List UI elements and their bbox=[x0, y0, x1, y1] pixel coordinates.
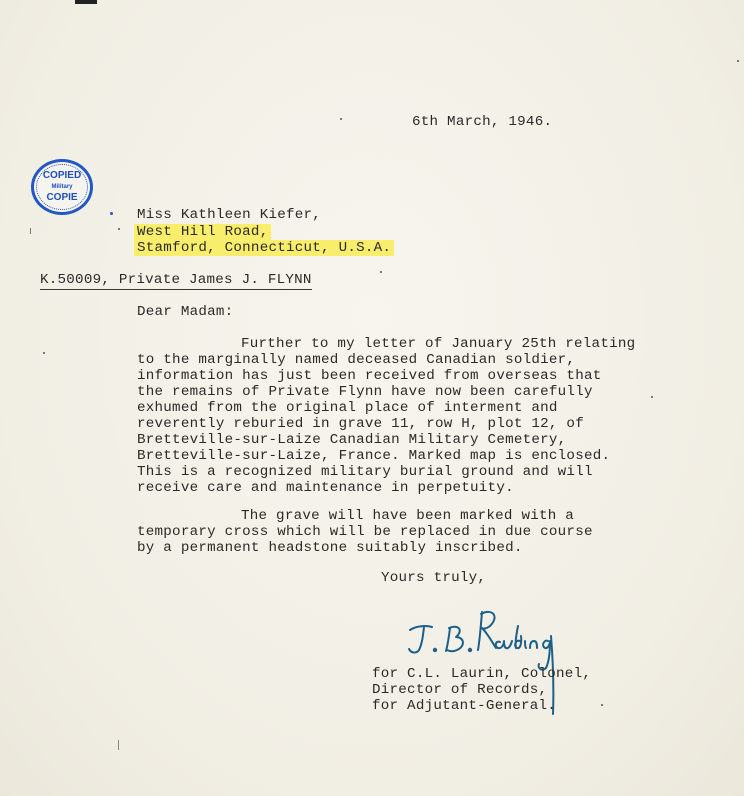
paragraph1-line: the remains of Private Flynn have now been carefully bbox=[137, 384, 593, 400]
paper-speck bbox=[737, 60, 739, 62]
paragraph2-line: temporary cross which will be replaced in due course bbox=[137, 524, 593, 540]
paragraph1-line: Bretteville-sur-Laize Canadian Military Cemetery, bbox=[137, 432, 567, 448]
paragraph1-line: information has just been received from overseas that bbox=[137, 368, 602, 384]
paragraph1-line: Further to my letter of January 25th relating bbox=[241, 336, 636, 352]
paragraph1-line: Bretteville-sur-Laize, France. Marked map is enclosed. bbox=[137, 448, 611, 464]
stamp-line-3: COPIE bbox=[46, 192, 78, 203]
paper-mark bbox=[30, 228, 31, 234]
paragraph1-line: receive care and maintenance in perpetuity. bbox=[137, 480, 514, 496]
signature-line-2: Director of Records, bbox=[372, 682, 548, 698]
recipient-city: Stamford, Connecticut, U.S.A. bbox=[134, 240, 394, 256]
letter-date: 6th March, 1946. bbox=[412, 114, 553, 130]
signature-line-1: for C.L. Laurin, Colonel, bbox=[372, 666, 592, 682]
paper-speck bbox=[43, 352, 45, 354]
paragraph1-line: to the marginally named deceased Canadian soldier, bbox=[137, 352, 576, 368]
top-edge-mark bbox=[75, 0, 97, 4]
soldier-reference: K.50009, Private James J. FLYNN bbox=[40, 272, 312, 288]
paper-mark bbox=[118, 740, 119, 750]
stamp-line-1: COPIED bbox=[42, 170, 82, 181]
paragraph1-line: reverently reburied in grave 11, row H, plot 12, of bbox=[137, 416, 584, 432]
blue-ink-dot bbox=[110, 212, 113, 215]
paragraph1-line: exhumed from the original place of interment and bbox=[137, 400, 558, 416]
signature-line-3: for Adjutant-General. bbox=[372, 698, 557, 714]
paper-speck bbox=[601, 704, 603, 706]
paper-speck bbox=[118, 228, 120, 230]
recipient-name: Miss Kathleen Kiefer, bbox=[137, 207, 322, 223]
paper-speck bbox=[651, 396, 653, 398]
stamp-line-2: Military bbox=[51, 184, 73, 190]
paper-speck bbox=[340, 118, 342, 120]
paragraph2-line: The grave will have been marked with a bbox=[241, 508, 575, 524]
salutation: Dear Madam: bbox=[137, 304, 234, 320]
recipient-street: West Hill Road, bbox=[134, 224, 271, 240]
paragraph1-line: This is a recognized military burial ground and will bbox=[137, 464, 593, 480]
closing: Yours truly, bbox=[381, 570, 487, 586]
paper-speck bbox=[380, 271, 382, 273]
copied-stamp bbox=[31, 159, 93, 215]
paragraph2-line: by a permanent headstone suitably inscribed. bbox=[137, 540, 523, 556]
